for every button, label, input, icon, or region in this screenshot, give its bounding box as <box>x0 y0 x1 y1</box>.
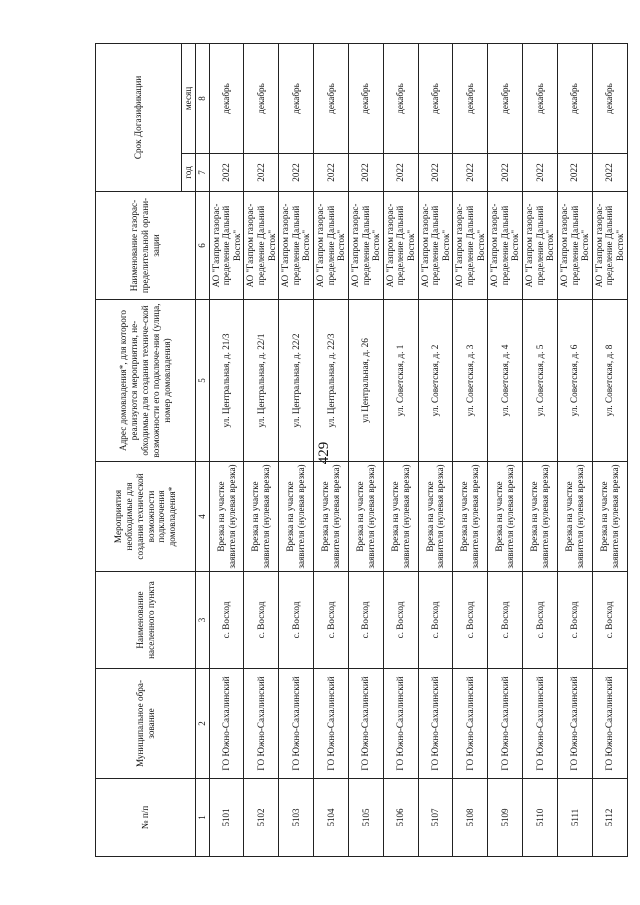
address-cell: ул. Центральная, д. 22/2 <box>279 300 314 462</box>
column-number: 7 <box>196 154 210 192</box>
row-number: 5109 <box>488 779 523 857</box>
settlement-cell: с. Восход <box>348 572 383 669</box>
month-cell: декабрь <box>418 43 453 153</box>
month-cell: декабрь <box>348 43 383 153</box>
table-row <box>209 43 244 856</box>
column-number: 6 <box>196 192 210 300</box>
month-cell: декабрь <box>488 43 523 153</box>
row-number: 5101 <box>209 779 244 857</box>
year-cell: 2022 <box>557 154 592 192</box>
header-settlement: Наименование населенного пункта <box>96 572 196 669</box>
year-cell: 2022 <box>209 154 244 192</box>
table-row <box>383 43 418 856</box>
row-number: 5108 <box>453 779 488 857</box>
table-row <box>523 43 558 856</box>
settlement-cell: с. Восход <box>523 572 558 669</box>
settlement-cell: с. Восход <box>383 572 418 669</box>
row-number: 5103 <box>279 779 314 857</box>
measures-cell: Врезка на участке заявителя (нулевая врезка) <box>209 462 244 572</box>
measures-cell: Врезка на участке заявителя (нулевая врезка) <box>453 462 488 572</box>
address-cell: ул. Центральная, д. 22/3 <box>314 300 349 462</box>
municipality-cell: ГО Южно-Сахалинский <box>453 669 488 779</box>
address-cell: ул. Центральная, д. 22/1 <box>244 300 279 462</box>
municipality-cell: ГО Южно-Сахалинский <box>314 669 349 779</box>
measures-cell: Врезка на участке заявителя (нулевая врезка) <box>279 462 314 572</box>
year-cell: 2022 <box>244 154 279 192</box>
header-org: Наименование газорас-пределительной органи-зации <box>96 192 196 300</box>
measures-cell: Врезка на участке заявителя (нулевая врезка) <box>348 462 383 572</box>
row-number: 5112 <box>592 779 627 857</box>
header-address: Адрес домовладения*, для которого реализуются мероприятия, не-обходимые для создания техниче-ской возможности его подключе-ния (улица, номер домовладения) <box>96 300 196 462</box>
table-row <box>488 43 523 856</box>
measures-cell: Врезка на участке заявителя (нулевая врезка) <box>488 462 523 572</box>
header-year: год <box>182 154 196 192</box>
month-cell: декабрь <box>279 43 314 153</box>
year-cell: 2022 <box>592 154 627 192</box>
column-number: 3 <box>196 572 210 669</box>
organization-cell: АО "Газпром газорас-пределение Дальний Восток" <box>314 192 349 300</box>
month-cell: декабрь <box>383 43 418 153</box>
settlement-cell: с. Восход <box>557 572 592 669</box>
measures-cell: Врезка на участке заявителя (нулевая врезка) <box>557 462 592 572</box>
year-cell: 2022 <box>314 154 349 192</box>
measures-cell: Врезка на участке заявителя (нулевая врезка) <box>418 462 453 572</box>
measures-cell: Врезка на участке заявителя (нулевая врезка) <box>314 462 349 572</box>
year-cell: 2022 <box>383 154 418 192</box>
organization-cell: АО "Газпром газорас-пределение Дальний Восток" <box>348 192 383 300</box>
row-number: 5111 <box>557 779 592 857</box>
year-cell: 2022 <box>279 154 314 192</box>
address-cell: ул. Советская, д. 2 <box>418 300 453 462</box>
address-cell: ул Центральная, д. 26 <box>348 300 383 462</box>
row-number: 5104 <box>314 779 349 857</box>
table-row <box>557 43 592 856</box>
month-cell: декабрь <box>557 43 592 153</box>
header-num: № п/п <box>96 779 196 857</box>
table-row <box>314 43 349 856</box>
municipality-cell: ГО Южно-Сахалинский <box>383 669 418 779</box>
municipality-cell: ГО Южно-Сахалинский <box>557 669 592 779</box>
municipality-cell: ГО Южно-Сахалинский <box>488 669 523 779</box>
gasification-table <box>95 43 628 857</box>
municipality-cell: ГО Южно-Сахалинский <box>244 669 279 779</box>
month-cell: декабрь <box>453 43 488 153</box>
settlement-cell: с. Восход <box>209 572 244 669</box>
year-cell: 2022 <box>523 154 558 192</box>
column-number: 5 <box>196 300 210 462</box>
address-cell: ул. Советская, д. 8 <box>592 300 627 462</box>
column-number: 4 <box>196 462 210 572</box>
row-number: 5106 <box>383 779 418 857</box>
table-row <box>244 43 279 856</box>
month-cell: декабрь <box>314 43 349 153</box>
header-term: Срок Догазификации <box>96 43 182 191</box>
organization-cell: АО "Газпром газорас-пределение Дальний Восток" <box>523 192 558 300</box>
organization-cell: АО "Газпром газорас-пределение Дальний Восток" <box>488 192 523 300</box>
measures-cell: Врезка на участке заявителя (нулевая врезка) <box>523 462 558 572</box>
municipality-cell: ГО Южно-Сахалинский <box>279 669 314 779</box>
table-row <box>453 43 488 856</box>
settlement-cell: с. Восход <box>488 572 523 669</box>
rotated-table-container <box>95 44 625 857</box>
row-number: 5102 <box>244 779 279 857</box>
year-cell: 2022 <box>488 154 523 192</box>
organization-cell: АО "Газпром газорас-пределение Дальний Восток" <box>453 192 488 300</box>
row-number: 5105 <box>348 779 383 857</box>
municipality-cell: ГО Южно-Сахалинский <box>523 669 558 779</box>
organization-cell: АО "Газпром газорас-пределение Дальний Восток" <box>209 192 244 300</box>
year-cell: 2022 <box>418 154 453 192</box>
table-row <box>592 43 627 856</box>
column-number: 2 <box>196 669 210 779</box>
settlement-cell: с. Восход <box>314 572 349 669</box>
organization-cell: АО "Газпром газорас-пределение Дальний Восток" <box>557 192 592 300</box>
organization-cell: АО "Газпром газорас-пределение Дальний Восток" <box>592 192 627 300</box>
year-cell: 2022 <box>453 154 488 192</box>
address-cell: ул. Советская, д. 1 <box>383 300 418 462</box>
year-cell: 2022 <box>348 154 383 192</box>
row-number: 5107 <box>418 779 453 857</box>
settlement-cell: с. Восход <box>453 572 488 669</box>
settlement-cell: с. Восход <box>592 572 627 669</box>
address-cell: ул. Центральная, д. 21/3 <box>209 300 244 462</box>
municipality-cell: ГО Южно-Сахалинский <box>348 669 383 779</box>
column-number: 1 <box>196 779 210 857</box>
settlement-cell: с. Восход <box>418 572 453 669</box>
address-cell: ул. Советская, д. 5 <box>523 300 558 462</box>
measures-cell: Врезка на участке заявителя (нулевая врезка) <box>244 462 279 572</box>
address-cell: ул. Советская, д. 3 <box>453 300 488 462</box>
month-cell: декабрь <box>592 43 627 153</box>
settlement-cell: с. Восход <box>279 572 314 669</box>
header-month: месяц <box>182 43 196 153</box>
month-cell: декабрь <box>244 43 279 153</box>
municipality-cell: ГО Южно-Сахалинский <box>209 669 244 779</box>
month-cell: декабрь <box>209 43 244 153</box>
organization-cell: АО "Газпром газорас-пределение Дальний Восток" <box>383 192 418 300</box>
column-number: 8 <box>196 43 210 153</box>
organization-cell: АО "Газпром газорас-пределение Дальний Восток" <box>279 192 314 300</box>
municipality-cell: ГО Южно-Сахалинский <box>418 669 453 779</box>
header-measures: Мероприятия необходимые для создания технической возможности подключения домовладения* <box>96 462 196 572</box>
table-row <box>418 43 453 856</box>
page-number: 429 <box>316 441 332 465</box>
address-cell: ул. Советская, д. 6 <box>557 300 592 462</box>
address-cell: ул. Советская, д. 4 <box>488 300 523 462</box>
header-municipality: Муниципальное обра-зование <box>96 669 196 779</box>
settlement-cell: с. Восход <box>244 572 279 669</box>
table-row <box>348 43 383 856</box>
measures-cell: Врезка на участке заявителя (нулевая врезка) <box>592 462 627 572</box>
municipality-cell: ГО Южно-Сахалинский <box>592 669 627 779</box>
month-cell: декабрь <box>523 43 558 153</box>
row-number: 5110 <box>523 779 558 857</box>
table-row <box>279 43 314 856</box>
measures-cell: Врезка на участке заявителя (нулевая врезка) <box>383 462 418 572</box>
organization-cell: АО "Газпром газорас-пределение Дальний Восток" <box>418 192 453 300</box>
organization-cell: АО "Газпром газорас-пределение Дальний Восток" <box>244 192 279 300</box>
